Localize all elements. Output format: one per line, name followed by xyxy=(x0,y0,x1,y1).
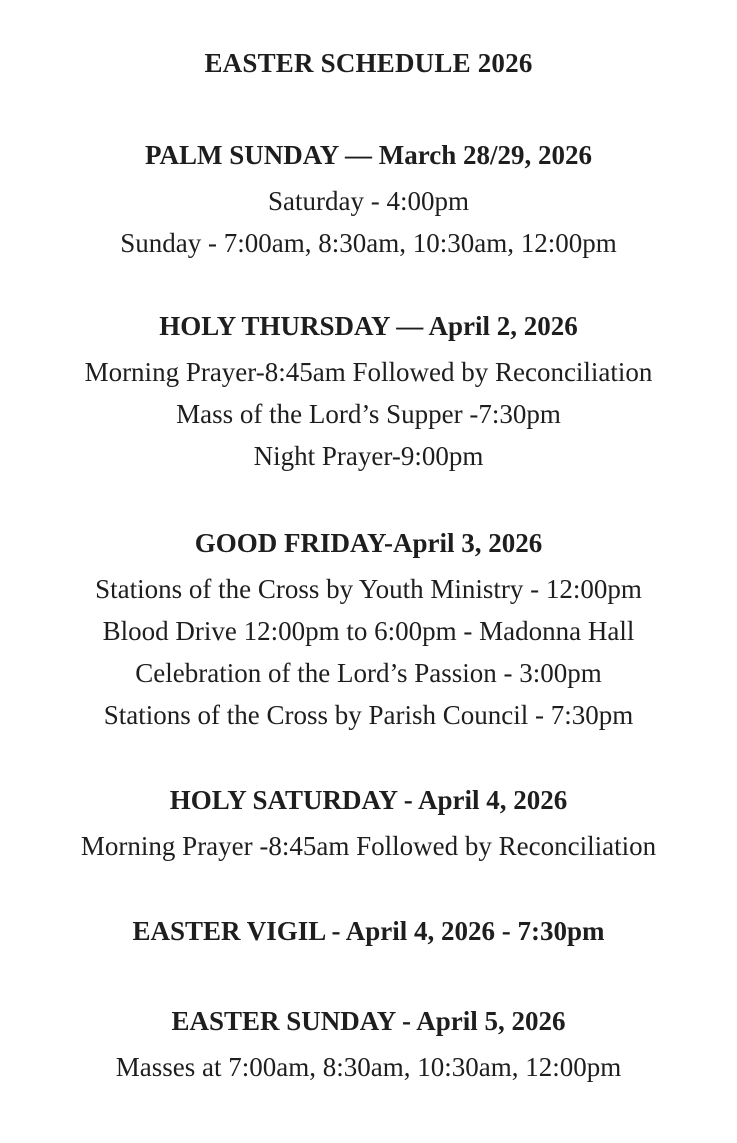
section-heading: EASTER VIGIL - April 4, 2026 - 7:30pm xyxy=(132,916,605,946)
schedule-line: Masses at 7:00am, 8:30am, 10:30am, 12:00pm xyxy=(115,1052,622,1082)
section-holy-saturday xyxy=(0,783,737,867)
section-good-friday xyxy=(0,526,737,736)
schedule-line: Saturday - 4:00pm xyxy=(268,186,469,216)
schedule-line: Stations of the Cross by Parish Council - 7:30pm xyxy=(103,700,634,730)
section-heading: EASTER SUNDAY - April 5, 2026 xyxy=(171,1006,566,1036)
schedule-line: Sunday - 7:00am, 8:30am, 10:30am, 12:00pm xyxy=(120,228,617,258)
schedule-line: Blood Drive 12:00pm to 6:00pm - Madonna Hall xyxy=(102,616,635,646)
section-easter-vigil xyxy=(0,914,737,948)
section-heading: HOLY SATURDAY - April 4, 2026 xyxy=(169,785,568,815)
section-holy-thursday xyxy=(0,309,737,477)
schedule-line: Mass of the Lord’s Supper -7:30pm xyxy=(176,399,561,429)
schedule-line: Morning Prayer-8:45am Followed by Reconciliation xyxy=(84,357,653,387)
schedule-line: Celebration of the Lord’s Passion - 3:00pm xyxy=(135,658,602,688)
section-heading: PALM SUNDAY — March 28/29, 2026 xyxy=(145,140,592,170)
section-heading: HOLY THURSDAY — April 2, 2026 xyxy=(159,311,578,341)
page-title: EASTER SCHEDULE 2026 xyxy=(204,48,533,78)
schedule-line: Stations of the Cross by Youth Ministry - 12:00pm xyxy=(95,574,642,604)
schedule-line: Morning Prayer -8:45am Followed by Reconciliation xyxy=(80,831,657,861)
section-easter-sunday xyxy=(0,1004,737,1088)
section-palm-sunday xyxy=(0,138,737,264)
section-heading: GOOD FRIDAY-April 3, 2026 xyxy=(194,528,543,558)
schedule-line: Night Prayer-9:00pm xyxy=(253,441,484,471)
